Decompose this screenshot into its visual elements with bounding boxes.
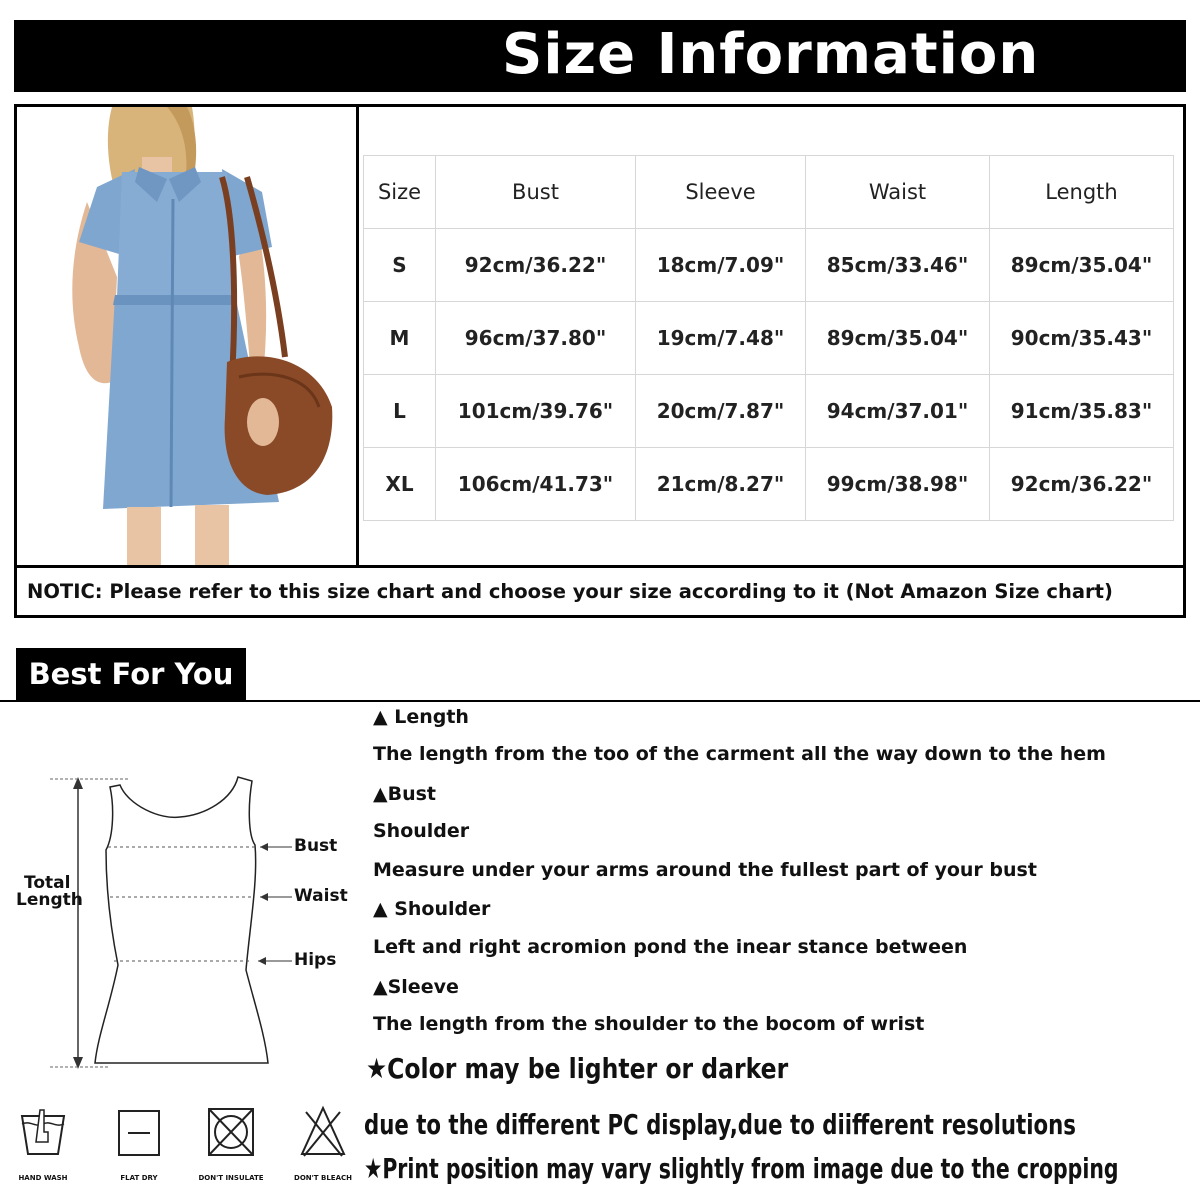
sleeve-cell: 19cm/7.48" [636,302,806,375]
bust-cell: 92cm/36.22" [436,229,636,302]
guide-shoulder-title: ▲ Shoulder [373,898,491,920]
header-bust: Bust [436,156,636,229]
care-dont-insulate-label: DON'T INSULATE [198,1174,264,1182]
page-title: Size Information [502,22,1040,87]
best-for-you-tab: Best For You [16,648,246,700]
sleeve-cell: 18cm/7.09" [636,229,806,302]
diagram-length-label: Length [16,890,83,910]
guide-sleeve-title: ▲Sleeve [373,976,459,998]
length-cell: 91cm/35.83" [990,375,1174,448]
title-banner [14,20,1186,92]
care-dont-bleach-label: DON'T BLEACH [294,1174,352,1182]
guide-length-desc: The length from the too of the carment all the way down to the hem [373,743,1106,765]
table-header-row [364,156,1174,229]
diagram-hips-label: Hips [294,950,337,970]
header-length: Length [990,156,1174,229]
length-cell: 92cm/36.22" [990,448,1174,521]
color-note: ★Color may be lighter or darker [366,1052,789,1085]
size-cell: M [364,302,436,375]
dress-measurement-diagram [10,765,360,1075]
header-waist: Waist [806,156,990,229]
bust-cell: 101cm/39.76" [436,375,636,448]
denim-dress-model-illustration [17,107,357,565]
diagram-total-label: Total [24,873,71,893]
bust-cell: 106cm/41.73" [436,448,636,521]
table-row [364,448,1174,521]
flat-dry-icon [116,1108,162,1158]
bust-cell: 96cm/37.80" [436,302,636,375]
table-row [364,375,1174,448]
waist-cell: 99cm/38.98" [806,448,990,521]
header-sleeve: Sleeve [636,156,806,229]
section-divider [0,700,1200,702]
size-table [363,155,1174,521]
care-flat-dry-label: FLAT DRY [120,1174,158,1182]
table-row [364,302,1174,375]
header-size: Size [364,156,436,229]
guide-bust-desc: Measure under your arms around the fullest part of your bust [373,859,1037,881]
product-photo [17,107,359,565]
size-cell: XL [364,448,436,521]
length-cell: 90cm/35.43" [990,302,1174,375]
sleeve-cell: 21cm/8.27" [636,448,806,521]
dont-insulate-icon [206,1106,256,1158]
guide-sleeve-desc: The length from the shoulder to the bocom of wrist [373,1013,925,1035]
diagram-bust-label: Bust [294,836,338,856]
size-notice: NOTIC: Please refer to this size chart and choose your size according to it (Not Amazon Size chart) [17,565,1183,615]
guide-length-title: ▲ Length [373,706,469,728]
display-note: due to the different PC display,due to diifferent resolutions [364,1108,1076,1141]
size-cell: S [364,229,436,302]
diagram-waist-label: Waist [294,886,348,906]
hand-wash-icon [18,1102,68,1162]
waist-cell: 85cm/33.46" [806,229,990,302]
dont-bleach-icon [298,1104,348,1160]
table-row [364,229,1174,302]
sleeve-cell: 20cm/7.87" [636,375,806,448]
waist-cell: 89cm/35.04" [806,302,990,375]
care-hand-wash-label: HAND WASH [18,1174,68,1182]
length-cell: 89cm/35.04" [990,229,1174,302]
waist-cell: 94cm/37.01" [806,375,990,448]
guide-bust-title: ▲Bust [373,783,437,805]
size-cell: L [364,375,436,448]
print-note: ★Print position may vary slightly from image due to the cropping [364,1152,1119,1185]
guide-shoulder-desc: Left and right acromion pond the inear stance between [373,936,968,958]
guide-shoulder-word: Shoulder [373,820,470,842]
